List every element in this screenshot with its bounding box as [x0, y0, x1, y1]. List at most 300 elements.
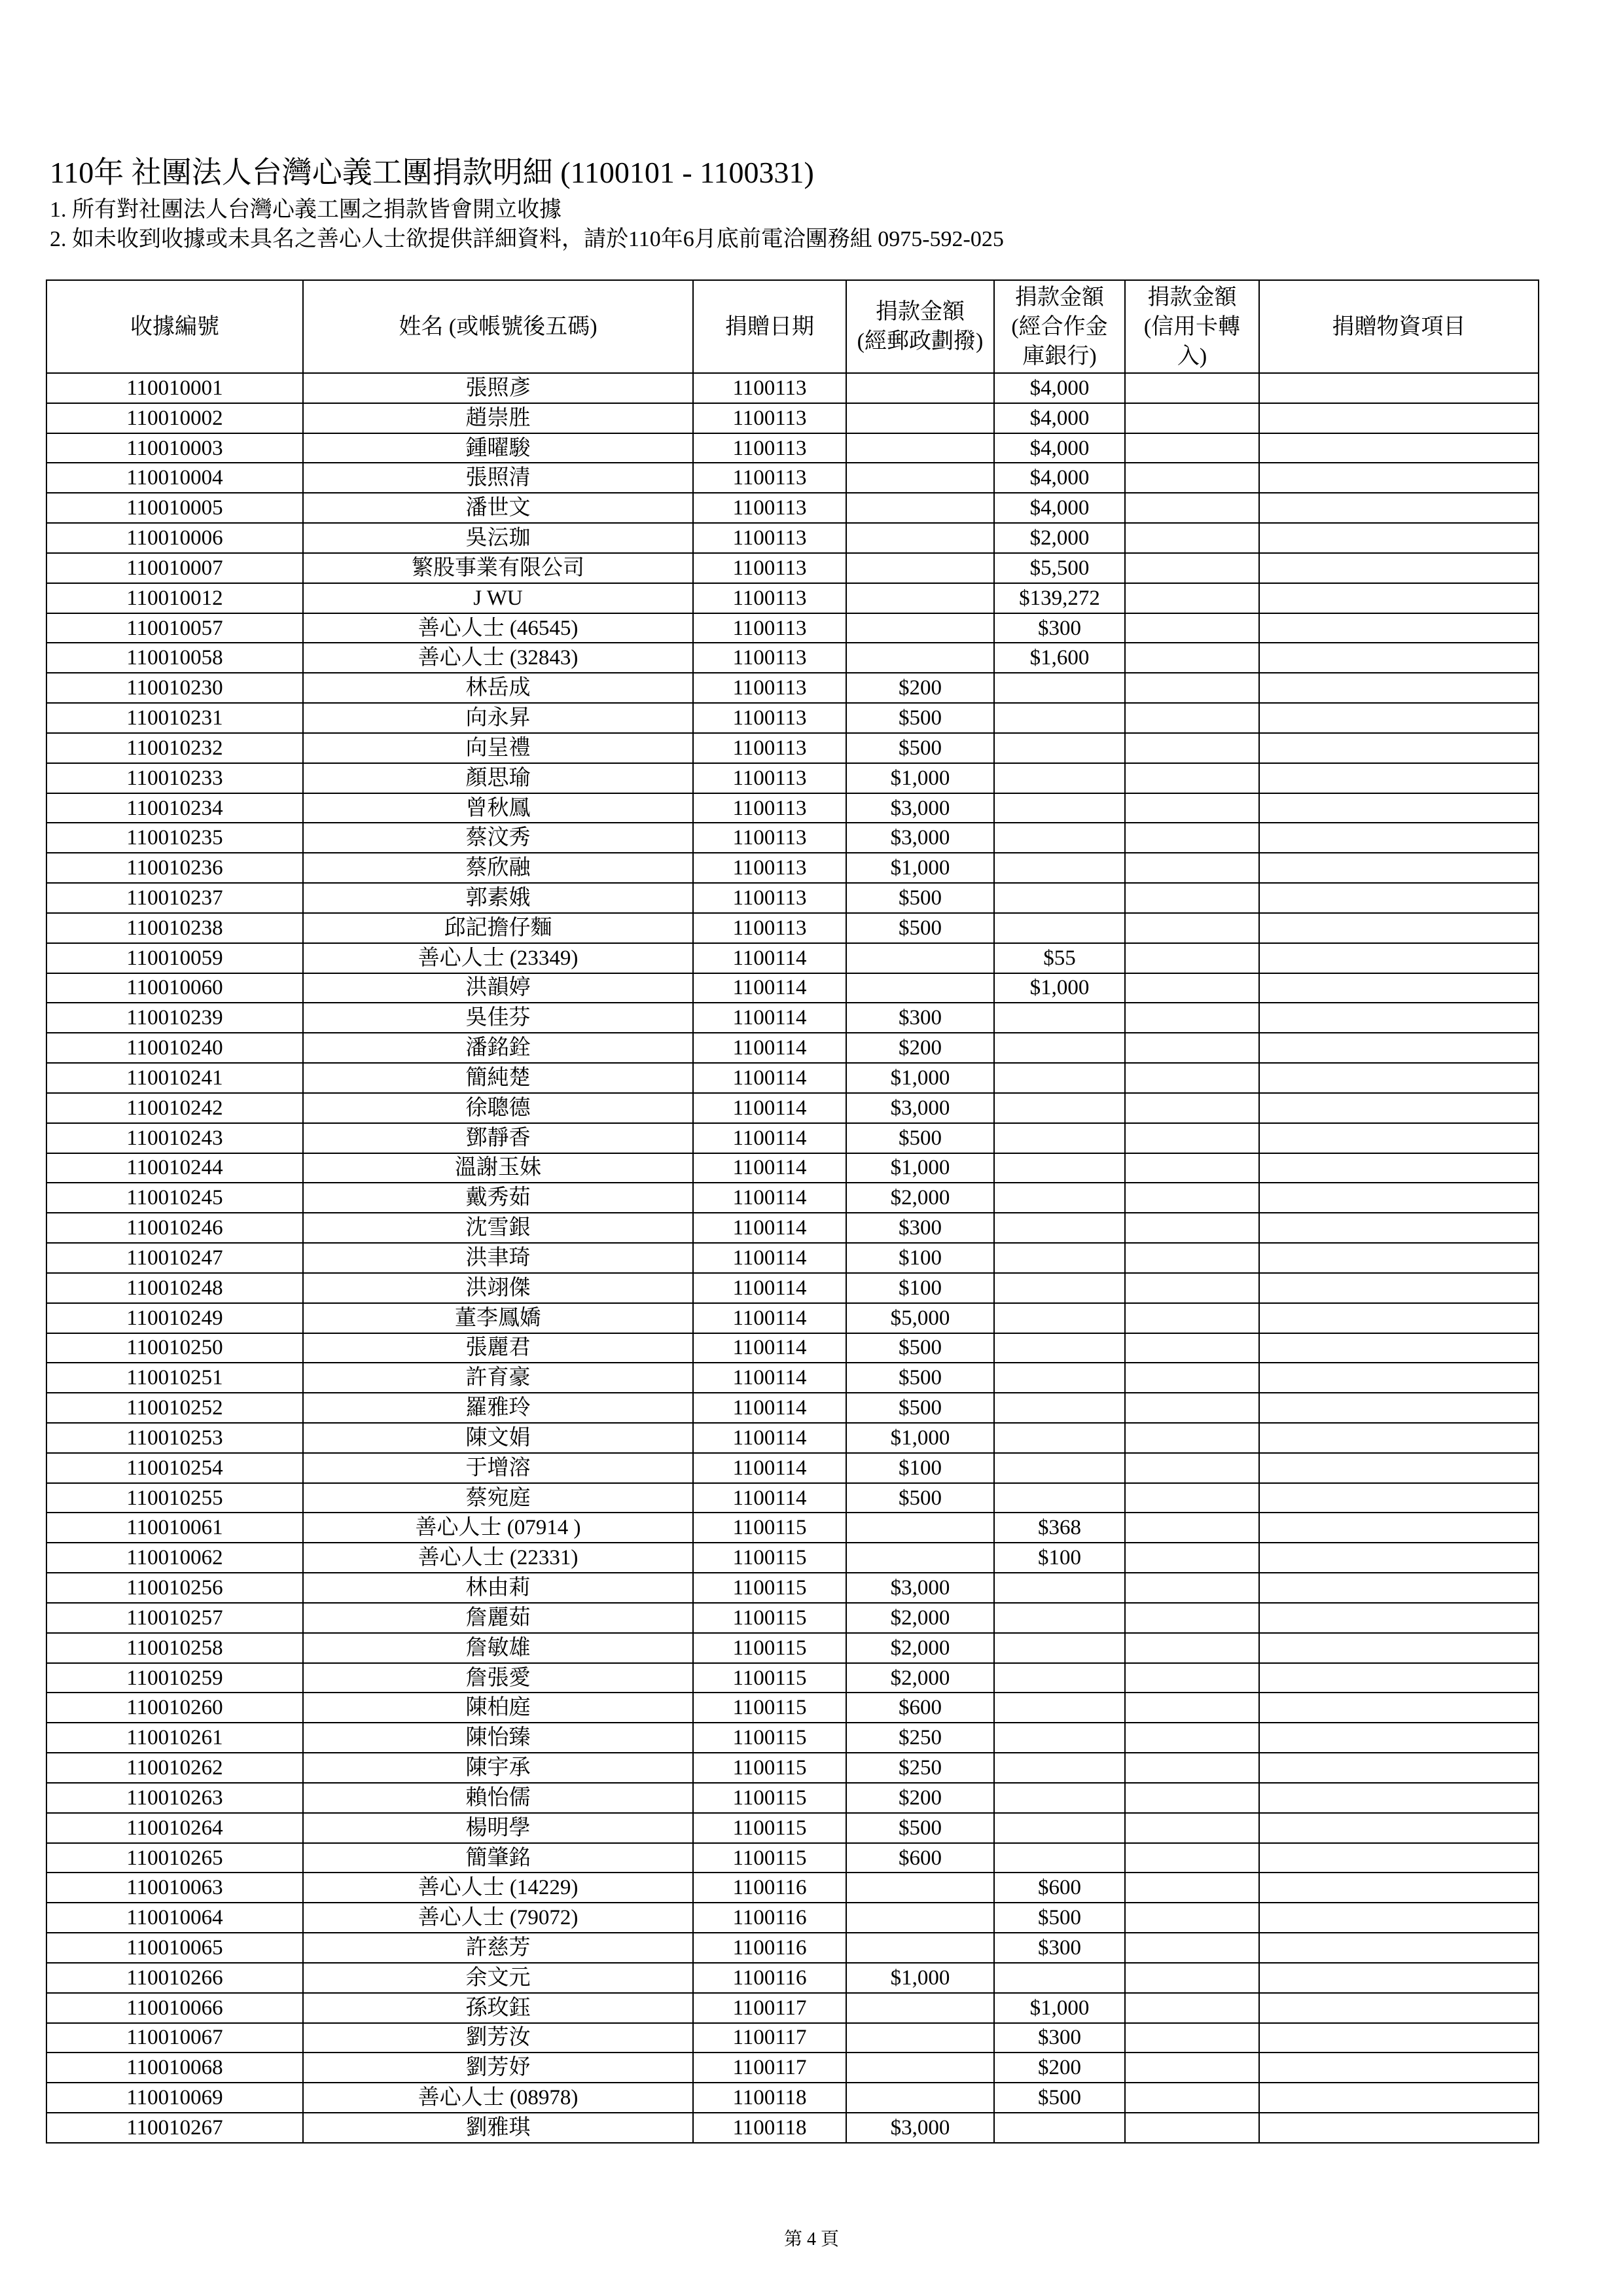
cell-donated-goods: [1260, 1844, 1539, 1874]
header-donor-name: [304, 281, 694, 374]
cell-donation-date: 1100113: [694, 584, 847, 614]
cell-credit-card-amount: [1126, 1634, 1260, 1664]
cell-postal-amount: [847, 374, 995, 404]
cell-credit-card-amount: [1126, 463, 1260, 493]
cell-postal-amount: $500: [847, 1334, 995, 1364]
cell-postal-amount: $500: [847, 1393, 995, 1424]
cell-credit-card-amount: [1126, 1844, 1260, 1874]
cell-donated-goods: [1260, 1244, 1539, 1274]
cell-coop-bank-amount: [995, 764, 1126, 794]
cell-coop-bank-amount: [995, 1213, 1126, 1244]
cell-donation-date: 1100114: [694, 1033, 847, 1064]
header-credit-card-amount: [1126, 281, 1260, 374]
cell-credit-card-amount: [1126, 1664, 1260, 1694]
cell-credit-card-amount: [1126, 1693, 1260, 1723]
cell-donor-name: 詹張愛: [304, 1664, 694, 1694]
header-donation-date: [694, 281, 847, 374]
cell-donation-date: 1100114: [694, 1363, 847, 1393]
cell-donation-date: 1100114: [694, 1484, 847, 1514]
cell-receipt-number: 110010237: [47, 884, 304, 914]
cell-donated-goods: [1260, 1543, 1539, 1573]
cell-credit-card-amount: [1126, 853, 1260, 884]
cell-receipt-number: 110010061: [47, 1513, 304, 1543]
cell-receipt-number: 110010057: [47, 614, 304, 644]
cell-credit-card-amount: [1126, 434, 1260, 464]
cell-postal-amount: [847, 1873, 995, 1903]
cell-receipt-number: 110010245: [47, 1183, 304, 1213]
cell-coop-bank-amount: [995, 1454, 1126, 1484]
cell-postal-amount: $250: [847, 1723, 995, 1753]
cell-donor-name: 孫玫鈺: [304, 1994, 694, 2024]
cell-donor-name: 詹麗茹: [304, 1604, 694, 1634]
cell-coop-bank-amount: [995, 1244, 1126, 1274]
cell-postal-amount: $500: [847, 1363, 995, 1393]
cell-coop-bank-amount: [995, 1094, 1126, 1124]
cell-donated-goods: [1260, 614, 1539, 644]
cell-postal-amount: [847, 1513, 995, 1543]
cell-postal-amount: $1,000: [847, 853, 995, 884]
cell-receipt-number: 110010062: [47, 1543, 304, 1573]
cell-donated-goods: [1260, 823, 1539, 853]
cell-coop-bank-amount: [995, 2113, 1126, 2144]
cell-coop-bank-amount: [995, 1393, 1126, 1424]
cell-receipt-number: 110010001: [47, 374, 304, 404]
cell-postal-amount: [847, 1903, 995, 1933]
cell-donation-date: 1100113: [694, 764, 847, 794]
cell-donated-goods: [1260, 1634, 1539, 1664]
cell-postal-amount: $3,000: [847, 794, 995, 824]
cell-donated-goods: [1260, 1513, 1539, 1543]
cell-postal-amount: [847, 1994, 995, 2024]
cell-donated-goods: [1260, 2024, 1539, 2054]
cell-receipt-number: 110010067: [47, 2024, 304, 2054]
cell-postal-amount: $1,000: [847, 1154, 995, 1184]
cell-postal-amount: $300: [847, 1213, 995, 1244]
header-postal-amount: [847, 281, 995, 374]
cell-donor-name: 林岳成: [304, 673, 694, 704]
cell-donor-name: 向呈禮: [304, 734, 694, 764]
header-coop-bank-amount: [995, 281, 1126, 374]
cell-credit-card-amount: [1126, 493, 1260, 524]
cell-postal-amount: $100: [847, 1244, 995, 1274]
cell-credit-card-amount: [1126, 1994, 1260, 2024]
cell-receipt-number: 110010236: [47, 853, 304, 884]
cell-coop-bank-amount: $5,500: [995, 554, 1126, 584]
cell-receipt-number: 110010232: [47, 734, 304, 764]
cell-donor-name: 賴怡儒: [304, 1784, 694, 1814]
cell-receipt-number: 110010006: [47, 524, 304, 554]
cell-credit-card-amount: [1126, 1363, 1260, 1393]
header-text: 捐款金額: [1147, 285, 1237, 310]
cell-credit-card-amount: [1126, 1454, 1260, 1484]
cell-coop-bank-amount: [995, 1723, 1126, 1753]
cell-coop-bank-amount: [995, 1573, 1126, 1604]
cell-receipt-number: 110010262: [47, 1753, 304, 1784]
cell-coop-bank-amount: $139,272: [995, 584, 1126, 614]
cell-donor-name: 徐聰德: [304, 1094, 694, 1124]
cell-receipt-number: 110010005: [47, 493, 304, 524]
cell-coop-bank-amount: $300: [995, 614, 1126, 644]
cell-postal-amount: $100: [847, 1454, 995, 1484]
cell-donation-date: 1100114: [694, 1094, 847, 1124]
cell-coop-bank-amount: [995, 1424, 1126, 1454]
cell-donor-name: 蔡宛庭: [304, 1484, 694, 1514]
cell-donor-name: 潘世文: [304, 493, 694, 524]
cell-coop-bank-amount: [995, 1334, 1126, 1364]
cell-donated-goods: [1260, 1094, 1539, 1124]
cell-credit-card-amount: [1126, 584, 1260, 614]
cell-donation-date: 1100116: [694, 1933, 847, 1964]
cell-donated-goods: [1260, 704, 1539, 734]
header-text: 捐贈日期: [725, 314, 814, 339]
cell-coop-bank-amount: [995, 794, 1126, 824]
cell-receipt-number: 110010264: [47, 1814, 304, 1844]
header-donated-goods: [1260, 281, 1539, 374]
cell-donation-date: 1100115: [694, 1844, 847, 1874]
cell-postal-amount: [847, 584, 995, 614]
cell-donor-name: 曾秋鳳: [304, 794, 694, 824]
cell-donation-date: 1100113: [694, 614, 847, 644]
cell-postal-amount: [847, 2083, 995, 2113]
cell-receipt-number: 110010246: [47, 1213, 304, 1244]
cell-postal-amount: $2,000: [847, 1664, 995, 1694]
cell-coop-bank-amount: $600: [995, 1873, 1126, 1903]
cell-postal-amount: [847, 434, 995, 464]
header-receipt-number: [47, 281, 304, 374]
cell-donor-name: 林由莉: [304, 1573, 694, 1604]
cell-donor-name: 劉芳汝: [304, 2024, 694, 2054]
cell-donor-name: 向永昇: [304, 704, 694, 734]
cell-donor-name: 潘銘銓: [304, 1033, 694, 1064]
cell-receipt-number: 110010249: [47, 1304, 304, 1334]
cell-donation-date: 1100113: [694, 853, 847, 884]
cell-receipt-number: 110010003: [47, 434, 304, 464]
header-text: 入): [1177, 344, 1207, 368]
cell-donated-goods: [1260, 524, 1539, 554]
cell-coop-bank-amount: [995, 1154, 1126, 1184]
cell-donation-date: 1100115: [694, 1693, 847, 1723]
cell-credit-card-amount: [1126, 374, 1260, 404]
cell-donated-goods: [1260, 1784, 1539, 1814]
cell-credit-card-amount: [1126, 1304, 1260, 1334]
cell-donated-goods: [1260, 643, 1539, 673]
cell-donor-name: 張照清: [304, 463, 694, 493]
cell-coop-bank-amount: [995, 1844, 1126, 1874]
cell-receipt-number: 110010002: [47, 404, 304, 434]
cell-donor-name: 吳沄珈: [304, 524, 694, 554]
cell-donation-date: 1100117: [694, 2024, 847, 2054]
cell-donated-goods: [1260, 1124, 1539, 1154]
cell-donation-date: 1100114: [694, 1424, 847, 1454]
cell-coop-bank-amount: $4,000: [995, 404, 1126, 434]
cell-coop-bank-amount: [995, 1693, 1126, 1723]
cell-coop-bank-amount: [995, 734, 1126, 764]
cell-credit-card-amount: [1126, 673, 1260, 704]
cell-receipt-number: 110010059: [47, 944, 304, 974]
cell-donor-name: 陳文娟: [304, 1424, 694, 1454]
cell-donation-date: 1100113: [694, 704, 847, 734]
cell-receipt-number: 110010257: [47, 1604, 304, 1634]
cell-donated-goods: [1260, 764, 1539, 794]
cell-credit-card-amount: [1126, 2053, 1260, 2083]
cell-donor-name: J WU: [304, 584, 694, 614]
cell-donation-date: 1100114: [694, 1154, 847, 1184]
header-text: 捐贈物資項目: [1332, 314, 1466, 339]
cell-donation-date: 1100118: [694, 2083, 847, 2113]
cell-credit-card-amount: [1126, 1244, 1260, 1274]
cell-postal-amount: $500: [847, 914, 995, 944]
cell-donation-date: 1100113: [694, 643, 847, 673]
cell-coop-bank-amount: $368: [995, 1513, 1126, 1543]
cell-donor-name: 吳佳芬: [304, 1003, 694, 1033]
header-text: (經合作金: [1011, 314, 1108, 339]
cell-receipt-number: 110010248: [47, 1274, 304, 1304]
cell-coop-bank-amount: [995, 1964, 1126, 1994]
cell-coop-bank-amount: $2,000: [995, 524, 1126, 554]
cell-receipt-number: 110010266: [47, 1964, 304, 1994]
cell-credit-card-amount: [1126, 1274, 1260, 1304]
cell-donation-date: 1100114: [694, 1454, 847, 1484]
cell-receipt-number: 110010255: [47, 1484, 304, 1514]
cell-donation-date: 1100114: [694, 944, 847, 974]
cell-receipt-number: 110010256: [47, 1573, 304, 1604]
cell-credit-card-amount: [1126, 1154, 1260, 1184]
cell-donated-goods: [1260, 434, 1539, 464]
note-receipt-issued: 1. 所有對社團法人台灣心義工團之捐款皆會開立收據: [50, 198, 562, 222]
cell-receipt-number: 110010251: [47, 1363, 304, 1393]
donation-table: [46, 279, 1539, 2144]
cell-donation-date: 1100117: [694, 2053, 847, 2083]
header-text: 捐款金額: [1015, 285, 1104, 310]
cell-credit-card-amount: [1126, 1064, 1260, 1094]
cell-credit-card-amount: [1126, 1784, 1260, 1814]
cell-donor-name: 郭素娥: [304, 884, 694, 914]
cell-donated-goods: [1260, 1604, 1539, 1634]
cell-coop-bank-amount: [995, 1003, 1126, 1033]
cell-coop-bank-amount: $1,000: [995, 974, 1126, 1004]
cell-credit-card-amount: [1126, 524, 1260, 554]
cell-donated-goods: [1260, 1964, 1539, 1994]
cell-receipt-number: 110010064: [47, 1903, 304, 1933]
cell-credit-card-amount: [1126, 2024, 1260, 2054]
cell-postal-amount: [847, 554, 995, 584]
cell-receipt-number: 110010258: [47, 1634, 304, 1664]
cell-donated-goods: [1260, 1424, 1539, 1454]
cell-donor-name: 蔡欣融: [304, 853, 694, 884]
cell-donated-goods: [1260, 493, 1539, 524]
cell-donation-date: 1100114: [694, 1213, 847, 1244]
cell-postal-amount: $500: [847, 1814, 995, 1844]
cell-credit-card-amount: [1126, 1753, 1260, 1784]
cell-credit-card-amount: [1126, 614, 1260, 644]
cell-receipt-number: 110010247: [47, 1244, 304, 1274]
cell-donated-goods: [1260, 2053, 1539, 2083]
cell-postal-amount: $600: [847, 1693, 995, 1723]
cell-receipt-number: 110010235: [47, 823, 304, 853]
cell-credit-card-amount: [1126, 554, 1260, 584]
cell-donor-name: 詹敏雄: [304, 1634, 694, 1664]
cell-receipt-number: 110010267: [47, 2113, 304, 2144]
cell-donated-goods: [1260, 1693, 1539, 1723]
cell-receipt-number: 110010242: [47, 1094, 304, 1124]
cell-postal-amount: $1,000: [847, 1424, 995, 1454]
cell-receipt-number: 110010060: [47, 974, 304, 1004]
cell-donation-date: 1100117: [694, 1994, 847, 2024]
cell-receipt-number: 110010007: [47, 554, 304, 584]
cell-donation-date: 1100114: [694, 1183, 847, 1213]
cell-donated-goods: [1260, 1454, 1539, 1484]
cell-receipt-number: 110010012: [47, 584, 304, 614]
cell-donated-goods: [1260, 1334, 1539, 1364]
cell-receipt-number: 110010243: [47, 1124, 304, 1154]
cell-donation-date: 1100113: [694, 673, 847, 704]
cell-receipt-number: 110010259: [47, 1664, 304, 1694]
header-text: 收據編號: [130, 314, 219, 339]
cell-credit-card-amount: [1126, 884, 1260, 914]
cell-receipt-number: 110010261: [47, 1723, 304, 1753]
cell-receipt-number: 110010234: [47, 794, 304, 824]
cell-postal-amount: $3,000: [847, 2113, 995, 2144]
cell-credit-card-amount: [1126, 1723, 1260, 1753]
cell-donor-name: 蔡汶秀: [304, 823, 694, 853]
header-text: (經郵政劃撥): [857, 329, 984, 353]
cell-donation-date: 1100114: [694, 1064, 847, 1094]
cell-credit-card-amount: [1126, 1094, 1260, 1124]
cell-postal-amount: [847, 1543, 995, 1573]
cell-donation-date: 1100115: [694, 1573, 847, 1604]
cell-donation-date: 1100114: [694, 1124, 847, 1154]
cell-donated-goods: [1260, 1753, 1539, 1784]
cell-donated-goods: [1260, 914, 1539, 944]
cell-donation-date: 1100115: [694, 1513, 847, 1543]
cell-credit-card-amount: [1126, 944, 1260, 974]
cell-donated-goods: [1260, 404, 1539, 434]
cell-donated-goods: [1260, 1873, 1539, 1903]
cell-credit-card-amount: [1126, 1424, 1260, 1454]
cell-receipt-number: 110010244: [47, 1154, 304, 1184]
cell-donor-name: 董李鳳嬌: [304, 1304, 694, 1334]
cell-postal-amount: [847, 493, 995, 524]
cell-credit-card-amount: [1126, 1964, 1260, 1994]
cell-credit-card-amount: [1126, 1124, 1260, 1154]
cell-credit-card-amount: [1126, 404, 1260, 434]
cell-donation-date: 1100113: [694, 884, 847, 914]
cell-postal-amount: $500: [847, 1484, 995, 1514]
cell-donor-name: 簡肇銘: [304, 1844, 694, 1874]
cell-credit-card-amount: [1126, 1814, 1260, 1844]
cell-postal-amount: $200: [847, 1033, 995, 1064]
cell-donation-date: 1100114: [694, 1393, 847, 1424]
cell-coop-bank-amount: $500: [995, 1903, 1126, 1933]
cell-postal-amount: [847, 944, 995, 974]
cell-donation-date: 1100113: [694, 734, 847, 764]
cell-donated-goods: [1260, 1814, 1539, 1844]
cell-receipt-number: 110010260: [47, 1693, 304, 1723]
cell-postal-amount: $500: [847, 704, 995, 734]
cell-postal-amount: $3,000: [847, 823, 995, 853]
header-text: 庫銀行): [1022, 344, 1097, 368]
cell-receipt-number: 110010265: [47, 1844, 304, 1874]
cell-receipt-number: 110010233: [47, 764, 304, 794]
cell-donated-goods: [1260, 1304, 1539, 1334]
cell-donation-date: 1100116: [694, 1903, 847, 1933]
cell-donated-goods: [1260, 374, 1539, 404]
cell-donated-goods: [1260, 734, 1539, 764]
cell-coop-bank-amount: $4,000: [995, 434, 1126, 464]
cell-receipt-number: 110010252: [47, 1393, 304, 1424]
cell-coop-bank-amount: $1,600: [995, 643, 1126, 673]
cell-donated-goods: [1260, 1064, 1539, 1094]
cell-donor-name: 張照彥: [304, 374, 694, 404]
cell-donor-name: 張麗君: [304, 1334, 694, 1364]
cell-donation-date: 1100113: [694, 823, 847, 853]
cell-postal-amount: [847, 974, 995, 1004]
cell-credit-card-amount: [1126, 704, 1260, 734]
cell-coop-bank-amount: [995, 1183, 1126, 1213]
cell-coop-bank-amount: [995, 1634, 1126, 1664]
cell-coop-bank-amount: [995, 1064, 1126, 1094]
cell-receipt-number: 110010069: [47, 2083, 304, 2113]
cell-donor-name: 陳宇承: [304, 1753, 694, 1784]
cell-postal-amount: [847, 524, 995, 554]
cell-postal-amount: [847, 463, 995, 493]
cell-donation-date: 1100113: [694, 794, 847, 824]
cell-coop-bank-amount: $300: [995, 2024, 1126, 2054]
cell-credit-card-amount: [1126, 823, 1260, 853]
cell-donation-date: 1100113: [694, 524, 847, 554]
cell-donor-name: 鄧靜香: [304, 1124, 694, 1154]
cell-postal-amount: $2,000: [847, 1183, 995, 1213]
cell-credit-card-amount: [1126, 1604, 1260, 1634]
cell-donor-name: 簡純楚: [304, 1064, 694, 1094]
cell-donation-date: 1100115: [694, 1664, 847, 1694]
cell-donor-name: 洪韻婷: [304, 974, 694, 1004]
cell-credit-card-amount: [1126, 2113, 1260, 2144]
cell-donated-goods: [1260, 2083, 1539, 2113]
cell-credit-card-amount: [1126, 643, 1260, 673]
cell-donor-name: 鍾曜駿: [304, 434, 694, 464]
cell-receipt-number: 110010231: [47, 704, 304, 734]
cell-donated-goods: [1260, 1154, 1539, 1184]
cell-credit-card-amount: [1126, 764, 1260, 794]
cell-donation-date: 1100115: [694, 1634, 847, 1664]
cell-receipt-number: 110010068: [47, 2053, 304, 2083]
cell-postal-amount: $250: [847, 1753, 995, 1784]
cell-donated-goods: [1260, 1213, 1539, 1244]
cell-postal-amount: $1,000: [847, 1964, 995, 1994]
cell-donor-name: 顏思瑜: [304, 764, 694, 794]
cell-donated-goods: [1260, 1033, 1539, 1064]
cell-credit-card-amount: [1126, 1213, 1260, 1244]
cell-coop-bank-amount: [995, 914, 1126, 944]
cell-donation-date: 1100113: [694, 554, 847, 584]
cell-postal-amount: [847, 1933, 995, 1964]
cell-credit-card-amount: [1126, 1183, 1260, 1213]
cell-coop-bank-amount: [995, 1304, 1126, 1334]
cell-coop-bank-amount: [995, 1274, 1126, 1304]
cell-credit-card-amount: [1126, 1003, 1260, 1033]
cell-donated-goods: [1260, 1363, 1539, 1393]
cell-credit-card-amount: [1126, 1543, 1260, 1573]
cell-donated-goods: [1260, 463, 1539, 493]
cell-donation-date: 1100113: [694, 463, 847, 493]
cell-receipt-number: 110010230: [47, 673, 304, 704]
cell-donation-date: 1100114: [694, 1304, 847, 1334]
cell-donated-goods: [1260, 1664, 1539, 1694]
cell-receipt-number: 110010263: [47, 1784, 304, 1814]
cell-donor-name: 善心人士 (79072): [304, 1903, 694, 1933]
cell-credit-card-amount: [1126, 1513, 1260, 1543]
